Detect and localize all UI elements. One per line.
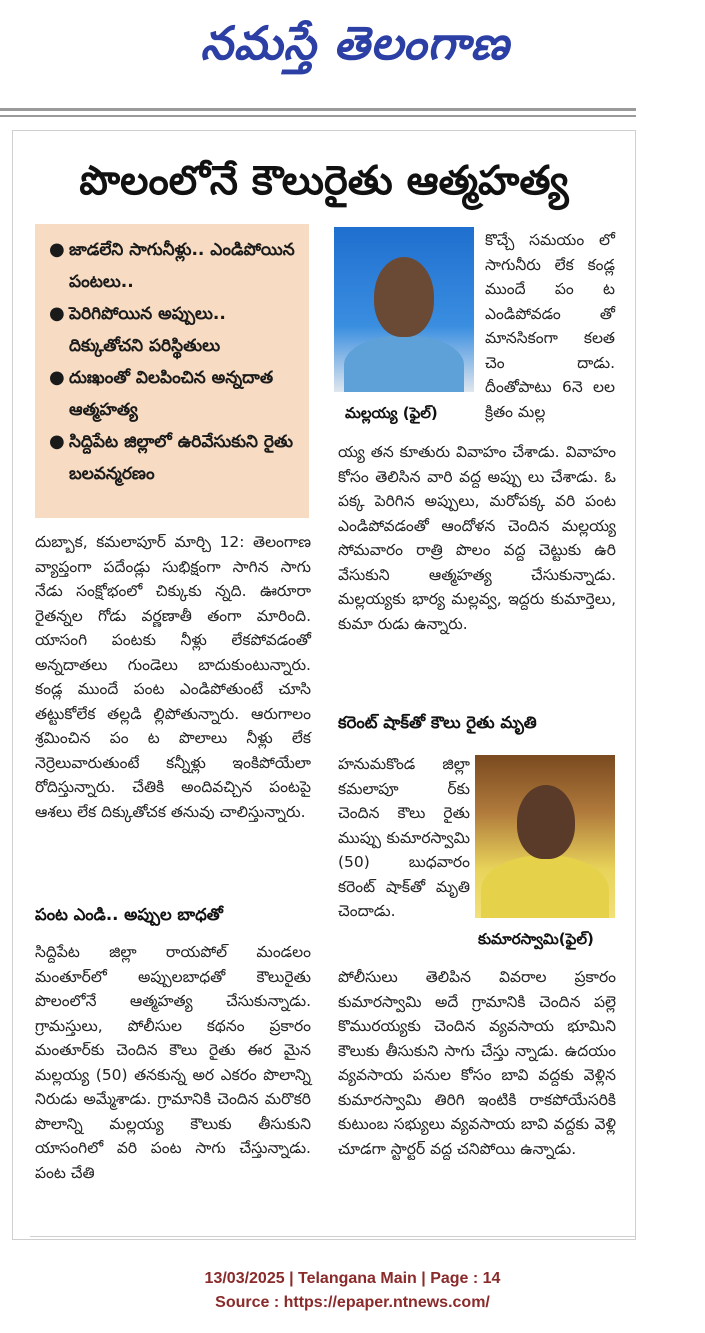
highlights-box [35,224,309,518]
highlight-item: ● సిద్దిపేట జిల్లాలో ఉరివేసుకుని రైతు బలవన్మరణం [49,426,301,490]
highlight-item: ● పెరిగిపోయిన అప్పులు.. దిక్కుతోచని పరిస్థితులు [49,298,301,362]
article-body-right-mid: హనుమకొండ జిల్లా కమలాపూ ర్‌కు చెందిన కౌలు రైతు ముప్పు కుమారస్వామి (50) బుధవారం కరెంట్ షాక్‌తో మృతి చెందాడు. [338,755,470,920]
article-body-left: దుబ్బాక, కమలాపూర్ మార్చి 12: తెలంగాణ వ్యాప్తంగా పదేండ్లు సుభిక్షంగా సాగిన సాగు నేడు సంక్షోభంలో చిక్కుకు న్నది. ఊరూరా రైతన్నల గోడు వర్ణణాతీ తంగా మారింది. యాసంగి పంటకు నీళ్లు లేకపోవడంతో అన్నదాతలు గుండెలు బాదుకుంటున్నారు. కండ్ల ముందే పంట ఎండిపోతుంటే చూసి తట్టుకోలేక తల్లడి ల్లిపోతున్నారు. ఆరుగాలం శ్రమించిన పం ట పొలాలు నీళ్లు లేక నెర్రెలువారుతుంటే కన్నీళ్లు ఇంకిపోయేలా రోదిస్తున్నారు. చేతికి అందివచ్చిన పంటపై ఆశలు లేక దిక్కుతోచక తనువు చాలిస్తున్నారు. [35,533,311,821]
bullet-icon: ● [49,303,65,324]
person-head-shape [517,785,575,859]
bullet-icon: ● [49,431,65,452]
article-body-right: య్య తన కూతురు వివాహం చేశాడు. వివాహం కోసం తెలిసిన వారి వద్ద అప్పు లు చేశాడు. ఓ పక్క పెరిగిన అప్పులు, మరోపక్క వరి పంట ఎండిపోవడంతో ఆందోళన చెందిన మల్లయ్య సోమవారం రాత్రి పొలం వద్ద చెట్టుకు ఉరి వేసుకుని ఆత్మహత్య చేసుకున్నాడు. మల్లయ్యకు భార్య మల్లవ్వ, ఇద్దరు కుమార్తెలు, కుమా రుడు ఉన్నారు. [338,443,616,633]
newspaper-logo: నమస్తే తెలంగాణ [200,16,510,70]
person-body-shape [481,855,609,918]
article-headline: పొలంలోనే కౌలురైతు ఆత్మహత్య [79,158,569,204]
photo-caption-mallaiah: మల్లయ్య (ఫైల్) [345,404,438,422]
person-head-shape [374,257,434,337]
photo-caption-kumaraswamy: కుమారస్వామి(ఫైల్) [478,930,594,948]
subheading-electric-shock: కరెంట్ షాక్‌తో కౌలు రైతు మృతి [338,713,537,732]
bottom-rule [30,1236,636,1237]
footer-date-line: 13/03/2025 | Telangana Main | Page : 14 [204,1270,501,1287]
person-body-shape [344,335,464,392]
article-body-left-2: సిద్దిపేట జిల్లా రాయపోల్ మండలం మంతూర్‌లో అప్పులబాధతో కౌలురైతు పొలంలోనే ఆత్మహత్య చేసుకున్నాడు. గ్రామస్తులు, పోలీసుల కథనం ప్రకారం మంతూర్‌కు చెందిన కౌలు రైతు ఈర మైన మల్లయ్య (50) తనకున్న అర ఎకరం పొలాన్ని నిరుడు అమ్మేశాడు. గ్రామానికి చెందిన మరొకరి పొలాన్ని మల్లయ్య కౌలుకు తీసుకుని యాసంగిలో వరి పంట సాగు చేస్తున్నాడు. పంట చేతి [35,943,311,1182]
photo-kumaraswamy [475,755,615,918]
article-body-right-top: కొచ్చే సమయం లో సాగునీరు లేక కండ్ల ముందే పం ట ఎండిపోవడం తో మానసికంగా కలత చెం దాడు. దీంతోపాటు 6నె లల క్రితం మల్ల [485,231,615,421]
footer-source-link[interactable]: Source : https://epaper.ntnews.com/ [215,1294,490,1311]
masthead-rule-top [0,108,636,111]
bullet-icon: ● [49,239,65,260]
masthead [0,0,705,100]
bullet-icon: ● [49,367,65,388]
photo-mallaiah [334,227,474,392]
subheading-crop-dried: పంట ఎండి.. అప్పుల బాధతో [35,905,223,924]
highlight-item: ● దుఃఖంతో విలపించిన అన్నదాత ఆత్మహత్య [49,362,301,426]
masthead-rule-bottom [0,115,636,117]
highlight-item: ● జాడలేని సాగునీళ్లు.. ఎండిపోయిన పంటలు.. [49,234,301,298]
article-body-right-2: పోలీసులు తెలిపిన వివరాల ప్రకారం కుమారస్వామి అదే గ్రామానికి చెందిన పల్లె కొమురయ్యకు చెందిన వ్యవసాయ భూమిని కౌలుకు తీసుకుని సాగు చేస్తు న్నాడు. ఉదయం వ్యవసాయ పనుల కోసం బావి వద్దకు వెళ్లిన కుమారస్వామి తిరిగి ఇంటికి రాకపోయేసరికి కుటుంబ సభ్యులు వ్యవసాయ బావి వద్దకు వెళ్లి చూడగా స్టార్టర్ వద్ద చనిపోయి ఉన్నాడు. [338,968,616,1158]
